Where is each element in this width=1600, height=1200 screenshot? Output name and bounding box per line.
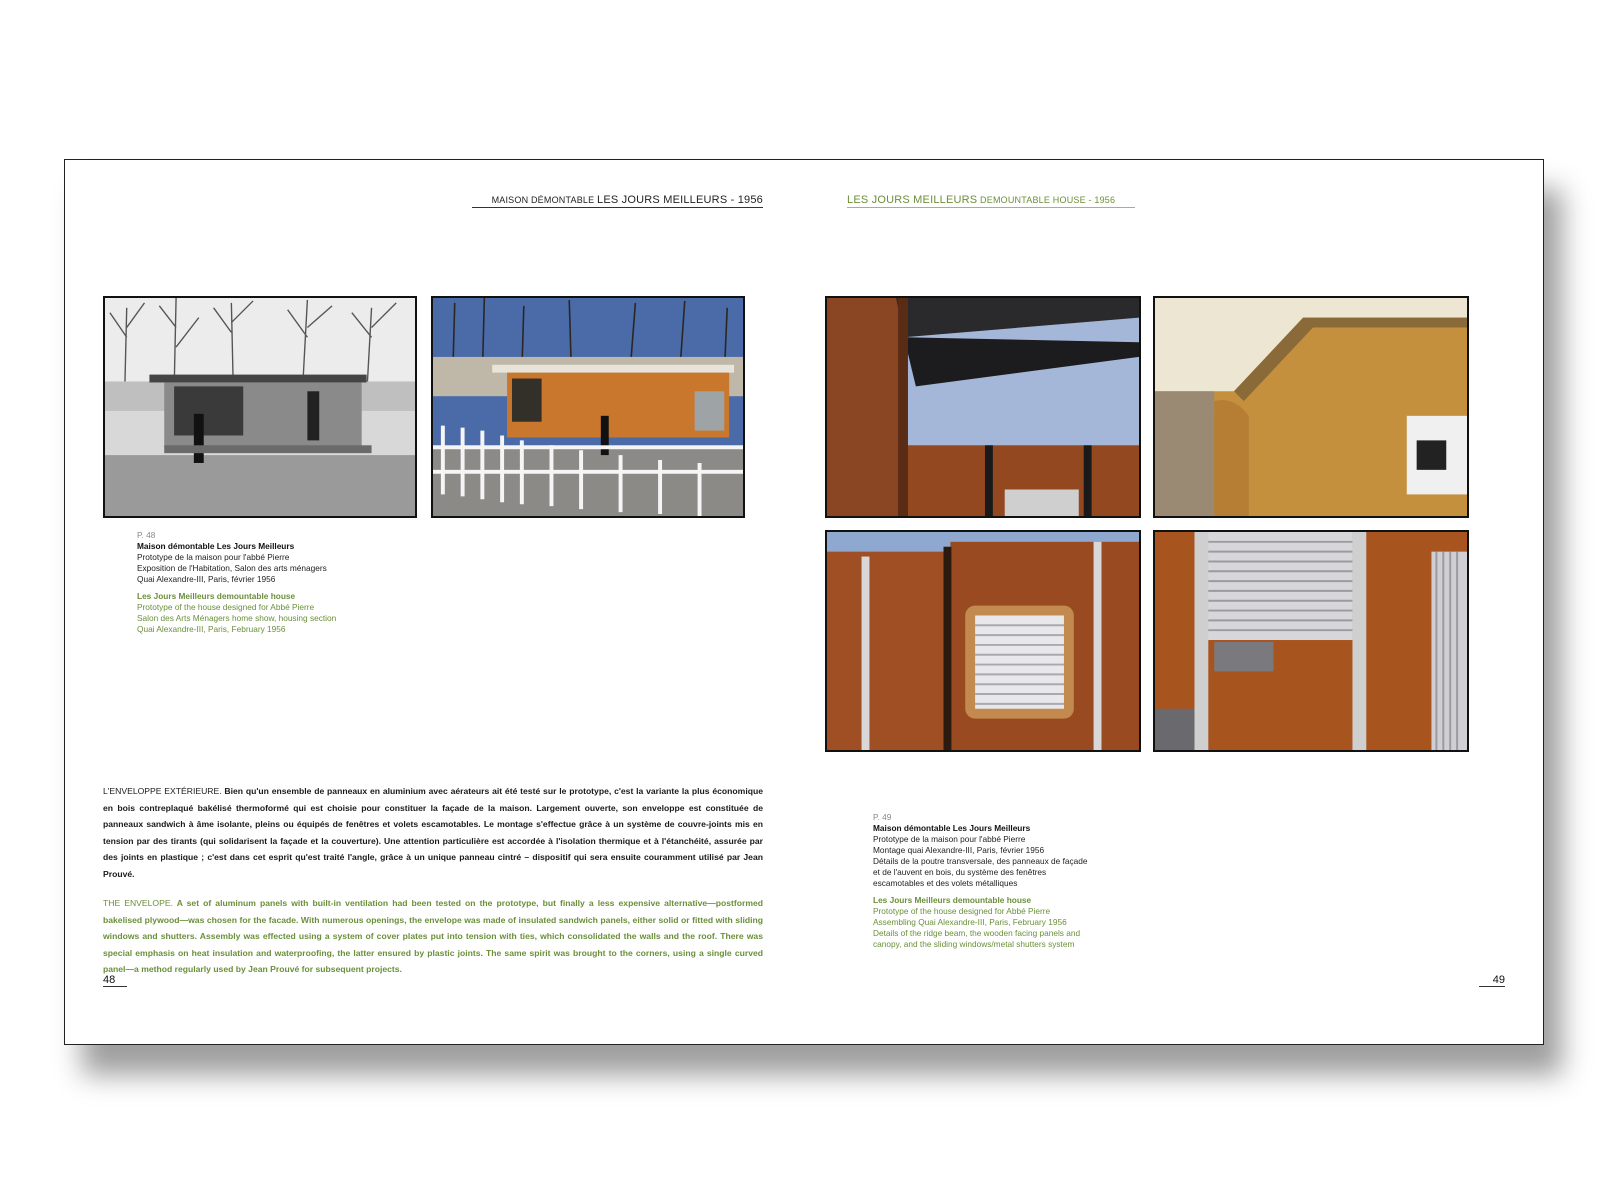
photo-curved-panel-shutter [825, 530, 1141, 752]
body-text-french [103, 783, 763, 883]
header-right-small: DEMOUNTABLE HOUSE - 1956 [980, 195, 1116, 205]
section-lead-fr: L'ENVELOPPE EXTÉRIEURE. [103, 786, 222, 796]
caption-en-line: Assembling Quai Alexandre-III, Paris, February 1956 [873, 917, 1067, 927]
caption-fr-line: escamotables et des volets métalliques [873, 878, 1018, 888]
caption-en-title: Les Jours Meilleurs demountable house [873, 895, 1032, 905]
caption-fr-title: Maison démontable Les Jours Meilleurs [873, 823, 1031, 833]
caption-en-line: Salon des Arts Ménagers home show, housing section [137, 613, 337, 623]
section-lead-en: THE ENVELOPE. [103, 898, 173, 908]
page-number-left: 48 [103, 974, 127, 987]
photo-color-house-exterior [431, 296, 745, 518]
photo-canopy-corner [1153, 296, 1469, 518]
caption-en-line: Details of the ridge beam, the wooden facing panels and [873, 928, 1081, 938]
header-right-title: LES JOURS MEILLEURS [847, 194, 978, 206]
caption-en-line: Prototype of the house designed for Abbé Pierre [137, 602, 315, 612]
header-left-small: MAISON DÉMONTABLE [491, 195, 595, 205]
caption-en-title: Les Jours Meilleurs demountable house [137, 591, 296, 601]
caption-fr-line: et de l'auvent en bois, du système des fenêtres [873, 867, 1047, 877]
body-paragraph-en: A set of aluminum panels with built-in ventilation had been tested on the prototype, but finally a less expensive alternative—postformed bakelised plywood—was chosen for the facade. With numerous openings, the envelope was made of insulated sandwich panels, either solid or fitted with sliding windows and shutters. Assembly was effected using a system of cover plates put into tension with ties, which consolidated the walls and the roof. There was special emphasis on heat insulation and waterproofing, the latter ensured by plastic joints. The same spirit was brought to the corners, using a single curved panel—a method regularly used by Jean Prouvé for subsequent projects. [103, 898, 763, 975]
caption-fr-title: Maison démontable Les Jours Meilleurs [137, 541, 295, 551]
caption-ref: P. 49 [873, 812, 892, 822]
caption-page-49 [873, 812, 1193, 950]
caption-fr-line: Prototype de la maison pour l'abbé Pierre [873, 834, 1026, 844]
page-number-right: 49 [1479, 974, 1505, 987]
body-paragraph-fr: Bien qu'un ensemble de panneaux en aluminium avec aérateurs ait été testé sur le prototype, c'est la variante la plus économique en bois contreplaqué bakélisé thermoformé qui est choisie pour constituer la façade de la maison. Largement ouverte, son enveloppe est constituée de panneaux sandwich à âme isolante, pleins ou équipés de fenêtres et volets escamotables. Le montage s'effectue grâce à un système de couvre-joints mis en tension par des tirants (qui solidarisent la façade et la couverture). Une attention particulière est accordée à l'isolation thermique et à l'étanchéité, assurée par des joints en plastique ; c'est dans cet esprit qu'est traité l'angle, grâce à un unique panneau cintré – dispositif qui sera ensuite couramment utilisé par Jean Prouvé. [103, 786, 763, 879]
caption-fr-line: Quai Alexandre-III, Paris, février 1956 [137, 574, 276, 584]
caption-en-line: canopy, and the sliding windows/metal shutters system [873, 939, 1075, 949]
caption-en-line: Quai Alexandre-III, Paris, February 1956 [137, 624, 286, 634]
caption-page-48 [137, 530, 457, 635]
caption-fr-line: Détails de la poutre transversale, des panneaux de façade [873, 856, 1088, 866]
header-left-title: LES JOURS MEILLEURS - 1956 [597, 194, 763, 206]
book-spread [64, 159, 1544, 1045]
running-header-right [847, 194, 1135, 208]
photo-metal-shutter-detail [1153, 530, 1469, 752]
caption-fr-line: Prototype de la maison pour l'abbé Pierre [137, 552, 290, 562]
photo-bw-house-exterior [103, 296, 417, 518]
caption-fr-line: Montage quai Alexandre-III, Paris, février 1956 [873, 845, 1045, 855]
caption-en-line: Prototype of the house designed for Abbé Pierre [873, 906, 1051, 916]
caption-ref: P. 48 [137, 530, 156, 540]
body-text-english [103, 895, 763, 978]
photo-ridge-beam [825, 296, 1141, 518]
caption-fr-line: Exposition de l'Habitation, Salon des arts ménagers [137, 563, 327, 573]
running-header-left [472, 194, 763, 208]
